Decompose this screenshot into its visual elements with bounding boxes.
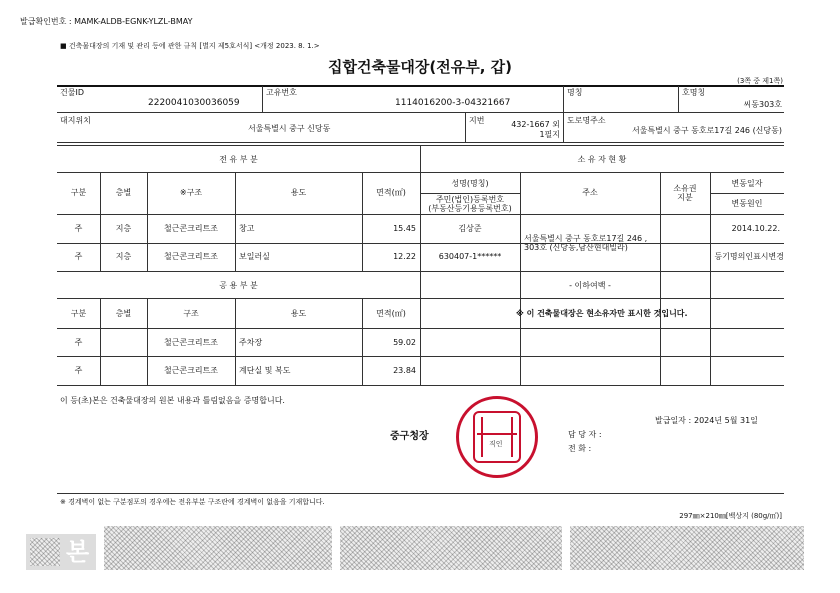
clerk-label: 담 당 자 : [568, 430, 602, 439]
issue-number: 발급확인번호 : MAMK-ALDB-EGNK-YLZL-BMAY [20, 17, 193, 26]
table-row-area: 59.02 [393, 338, 416, 347]
page-title: 집합건축물대장(전유부, 갑) [327, 58, 513, 76]
lot-label: 지번 [469, 116, 485, 125]
unit-name: 씨동303호 [743, 100, 782, 109]
owner-address-line2: 303호 (신당동,남산현대빌라) [524, 243, 628, 252]
row-line [420, 298, 784, 299]
certify-text: 이 등(초)본은 건축물대장의 원본 내용과 틀림없음을 증명합니다. [60, 396, 285, 405]
owner-section-title: 소 유 자 현 황 [577, 155, 627, 164]
col-use: 용도 [290, 188, 307, 197]
barcode-strip-3 [570, 526, 804, 570]
row-line [57, 142, 784, 143]
footer-line [57, 493, 784, 494]
building-id-label: 건물ID [60, 88, 84, 97]
col-change-reason: 변동원인 [731, 199, 763, 208]
col-line [520, 173, 521, 385]
change-reason: 등기명의인표시변경 [714, 252, 784, 261]
name-label: 명칭 [567, 88, 583, 97]
col-line [262, 86, 263, 112]
unique-no-label: 고유번호 [266, 88, 297, 97]
table-row-use: 창고 [239, 224, 255, 233]
col-owner-name: 성명(명칭) [451, 179, 489, 188]
unique-no: 1114016200-3-04321667 [395, 98, 511, 108]
table-row-use: 계단실 및 복도 [239, 366, 291, 375]
row-line [57, 112, 784, 113]
issuer-name: 중구청장 [390, 431, 429, 442]
paper-spec: 297㎜×210㎜[백상지 (80g/㎡)] [679, 512, 782, 520]
table-row-area: 23.84 [393, 366, 416, 375]
row-line [57, 328, 420, 329]
owner-id: 630407-1****** [438, 252, 502, 261]
col-owner-id: 주민(법인)등록번호 [435, 195, 505, 204]
col-share2: 지분 [677, 193, 693, 202]
col-change-date: 변동일자 [731, 179, 763, 188]
table-row-structure: 철근콘크리트조 [163, 366, 219, 375]
table-row-type: 주 [74, 366, 83, 375]
row-line [420, 328, 784, 329]
official-seal-icon [456, 396, 538, 478]
col-structure: ※구조 [179, 188, 203, 197]
col-line [563, 86, 564, 142]
table-row-structure: 철근콘크리트조 [163, 338, 219, 347]
unit-name-label: 호명칭 [682, 88, 706, 97]
rule-note: ■ 건축물대장의 기재 및 관리 등에 관한 규칙 [별지 제5호서식] <개정 2023. 8. 1.> [60, 42, 320, 50]
owner-name: 김상준 [458, 224, 482, 233]
table-row-use: 보일러실 [239, 252, 270, 261]
col-type: 구분 [70, 309, 87, 318]
phone-label: 전 화 : [568, 444, 592, 453]
table-row-use: 주차장 [239, 338, 263, 347]
bottom-border [57, 385, 784, 386]
row-line [420, 193, 520, 194]
col-owner-id2: (부동산등기용등록번호) [428, 204, 512, 213]
col-type: 구분 [70, 188, 87, 197]
original-mark-box [26, 534, 96, 570]
col-floor: 층별 [115, 188, 132, 197]
table-row-area: 12.22 [393, 252, 416, 261]
road-label: 도로명주소 [567, 116, 606, 125]
table-row-area: 15.45 [393, 224, 416, 233]
table-row-floor: 지층 [115, 224, 132, 233]
col-area: 면적(㎡) [376, 309, 406, 318]
issue-date: 2024년 5월 31일 [694, 416, 758, 425]
col-structure: 구조 [183, 309, 199, 318]
blank-note: - 이하여백 - [569, 281, 611, 290]
common-section-title: 공 용 부 분 [219, 281, 258, 290]
table-row-structure: 철근콘크리트조 [163, 252, 219, 261]
building-id: 2220041030036059 [148, 98, 240, 108]
seal-mark: 직인 [489, 440, 503, 448]
col-line [465, 113, 466, 142]
table-row-type: 주 [74, 224, 83, 233]
col-share: 소유권 [673, 184, 697, 193]
col-area: 면적(㎡) [376, 188, 406, 197]
footer-note: ※ 경계벽이 없는 구분점포의 경우에는 전유부분 구조란에 경계벽이 없음을 기재합니다. [60, 498, 325, 506]
row-line [420, 356, 784, 357]
location: 서울특별시 중구 신당동 [248, 124, 331, 133]
barcode-strip-2 [340, 526, 562, 570]
table-row-type: 주 [74, 338, 83, 347]
row-line [57, 356, 420, 357]
road-address: 서울특별시 중구 동호로17길 246 (신당동) [631, 126, 782, 135]
table-row-structure: 철근콘크리트조 [163, 224, 219, 233]
table-row-floor: 지층 [115, 252, 132, 261]
issue-date-label: 발급일자 : [655, 416, 692, 425]
owner-note: ※ 이 건축물대장은 현소유자만 표시한 것입니다. [516, 309, 688, 318]
row-line [57, 298, 420, 299]
col-use: 용도 [290, 309, 307, 318]
col-floor: 층별 [115, 309, 132, 318]
lot-no: 432-1667 외 [511, 120, 560, 129]
col-line [678, 86, 679, 112]
barcode-block [30, 538, 60, 566]
change-date: 2014.10.22. [731, 224, 780, 233]
location-label: 대지위치 [60, 116, 91, 125]
row-line [710, 193, 784, 194]
table-row-type: 주 [74, 252, 83, 261]
col-address: 주소 [582, 188, 598, 197]
barcode-strip-1 [104, 526, 332, 570]
page-info: (3쪽 중 제1쪽) [737, 77, 783, 85]
lot-extra: 1필지 [539, 130, 560, 139]
col-line [660, 173, 661, 385]
top-border [57, 85, 784, 87]
exclusive-section-title: 전 유 부 분 [219, 155, 258, 164]
original-mark: 본 [66, 538, 90, 566]
owner-address-line1: 서울특별시 중구 동호로17길 246 , [524, 234, 648, 243]
